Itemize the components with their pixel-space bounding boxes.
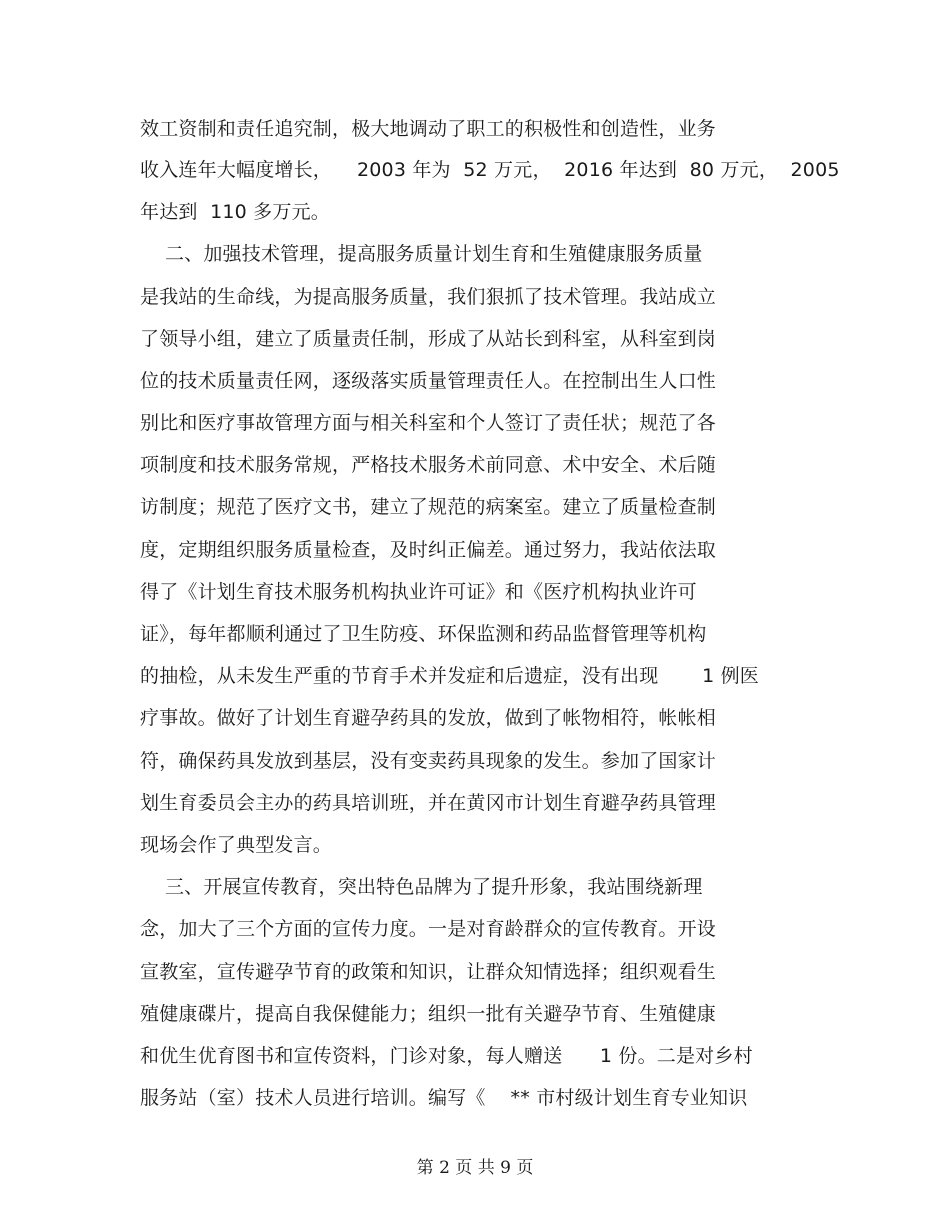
text-line: 的抽检，从未发生严重的节育手术并发症和后遗症，没有出现 1 例医	[140, 665, 760, 687]
text-line: 证》，每年都顺利通过了卫生防疫、环保监测和药品监督管理等机构	[140, 623, 707, 645]
text-line: 访制度；规范了医疗文书，建立了规范的病案室。建立了质量检查制	[140, 496, 717, 518]
text-line: 了领导小组，建立了质量责任制，形成了从站长到科室，从科室到岗	[140, 328, 717, 350]
text-line: 和优生优育图书和宣传资料，门诊对象，每人赠送 1 份。二是对乡村	[140, 1045, 753, 1067]
text-line: 服务站（室）技术人员进行培训。编写《 ** 市村级计划生育专业知识	[140, 1087, 748, 1109]
text-line: 收入连年大幅度增长， 2003 年为 52 万元， 2016 年达到 80 万元， 2005	[140, 159, 840, 181]
text-line: 得了《计划生育技术服务机构执业许可证》和《医疗机构执业许可	[140, 581, 697, 603]
text-line: 别比和医疗事故管理方面与相关科室和个人签订了责任状；规范了各	[140, 412, 717, 434]
text-line: 二、加强技术管理，提高服务质量计划生育和生殖健康服务质量	[140, 243, 703, 265]
text-line: 殖健康碟片，提高自我保健能力；组织一批有关避孕节育、生殖健康	[140, 1003, 717, 1025]
text-line: 项制度和技术服务常规，严格技术服务术前同意、术中安全、术后随	[140, 454, 717, 476]
text-line: 年达到 110 多万元。	[140, 201, 330, 223]
text-line: 符，确保药具发放到基层，没有变卖药具现象的发生。参加了国家计	[140, 750, 717, 772]
text-line: 效工资制和责任追究制，极大地调动了职工的积极性和创造性，业务	[140, 118, 717, 140]
text-line: 念，加大了三个方面的宣传力度。一是对育龄群众的宣传教育。开设	[140, 918, 717, 940]
text-line: 度，定期组织服务质量检查，及时纠正偏差。通过努力，我站依法取	[140, 539, 717, 561]
text-line: 是我站的生命线，为提高服务质量，我们狠抓了技术管理。我站成立	[140, 286, 717, 308]
text-line: 位的技术质量责任网，逐级落实质量管理责任人。在控制出生人口性	[140, 370, 717, 392]
text-line: 宣教室，宣传避孕节育的政策和知识，让群众知情选择；组织观看生	[140, 961, 717, 983]
text-line: 疗事故。做好了计划生育避孕药具的发放，做到了帐物相符，帐帐相	[140, 707, 717, 729]
text-line: 现场会作了典型发言。	[140, 834, 333, 856]
page-number-footer: 第 2 页 共 9 页	[416, 1158, 534, 1178]
text-line: 划生育委员会主办的药具培训班，并在黄冈市计划生育避孕药具管理	[140, 792, 717, 814]
text-line: 三、开展宣传教育，突出特色品牌为了提升形象，我站围绕新理	[140, 876, 703, 898]
